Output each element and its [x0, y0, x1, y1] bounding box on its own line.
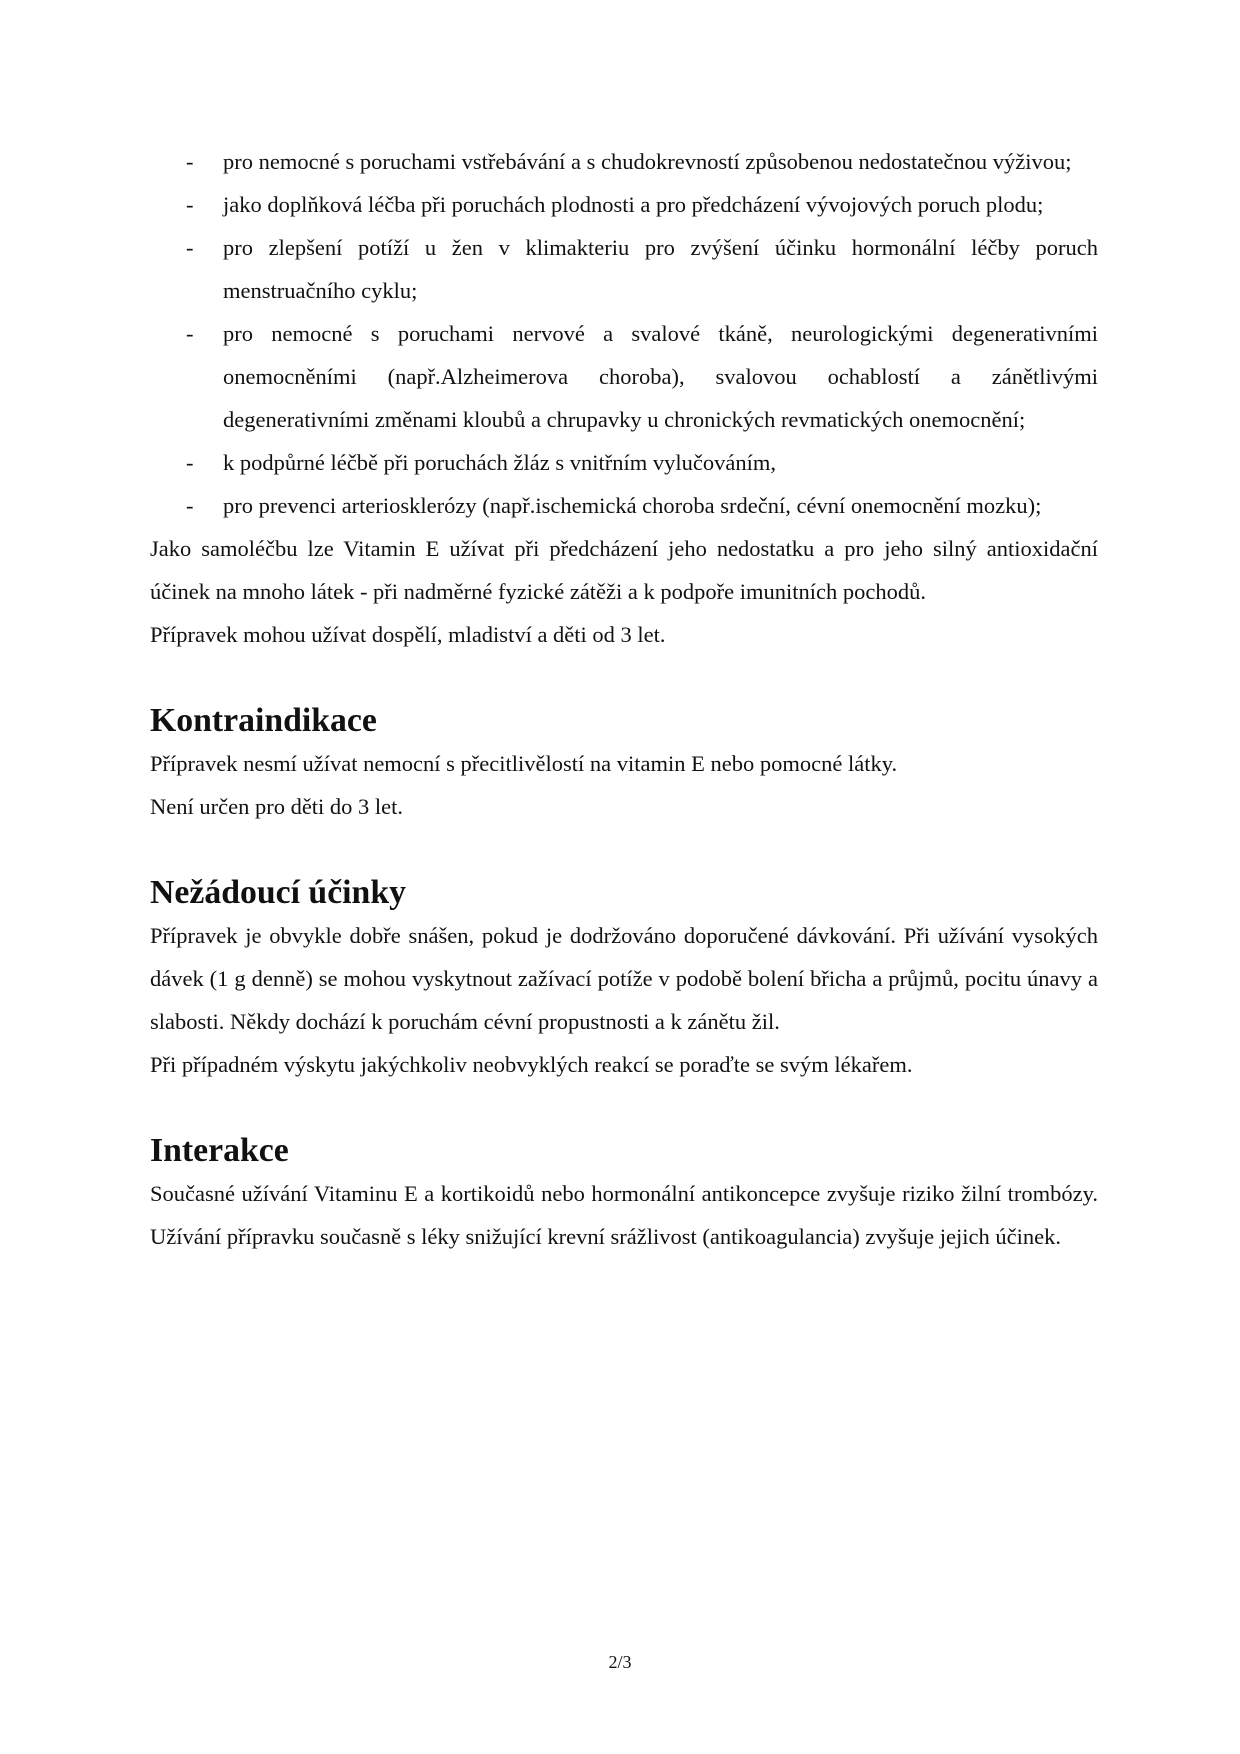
self-treatment-paragraph: Jako samoléčbu lze Vitamin E užívat při předcházení jeho nedostatku a pro jeho silný antioxidační účinek na mnoho látek - při nadměrné fyzické zátěži a k podpoře imunitních pochodů. [150, 536, 1098, 604]
list-item-text: jako doplňková léčba při poruchách plodnosti a pro předcházení vývojových poruch plodu; [223, 192, 1044, 217]
list-dash: - [186, 192, 194, 217]
list-item-text: pro nemocné s poruchami nervové a svalové tkáně, neurologickými degenerativními onemocněními (např.Alzheimerova choroba), svalovou ochablostí a zánětlivými degenerativními změnami kloubů a chrupavky u chronických revmatických onemocnění; [223, 321, 1098, 432]
list-item-text: pro zlepšení potíží u žen v klimakteriu pro zvýšení účinku hormonální léčby poruch menstruačního cyklu; [223, 235, 1098, 303]
list-dash: - [186, 149, 194, 174]
interactions-paragraph: Současné užívání Vitaminu E a kortikoidů nebo hormonální antikoncepce zvyšuje riziko žilní trombózy. Užívání přípravku současně s léky snižující krevní srážlivost (antikoagulancia) zvyšuje jejich účinek. [150, 1181, 1098, 1249]
interactions-heading: Interakce [150, 1132, 289, 1169]
contraindications-line: Není určen pro děti do 3 let. [150, 794, 404, 819]
list-dash: - [186, 450, 194, 475]
page-number: 2/3 [608, 1652, 632, 1672]
side-effects-paragraph: Přípravek je obvykle dobře snášen, pokud je dodržováno doporučené dávkování. Při užívání vysokých dávek (1 g denně) se mohou vyskytnout zažívací potíže v podobě bolení břicha a průjmů, pocitu únavy a slabosti. Někdy dochází k poruchám cévní propustnosti a k zánětu žil. [150, 923, 1098, 1034]
list-item [150, 312, 1098, 441]
list-item [150, 183, 1098, 226]
age-paragraph: Přípravek mohou užívat dospělí, mladiství a děti od 3 let. [150, 622, 666, 647]
list-item-text: pro nemocné s poruchami vstřebávání a s chudokrevností způsobenou nedostatečnou výživou; [223, 149, 1072, 174]
list-item [150, 441, 1098, 484]
side-effects-heading: Nežádoucí účinky [150, 874, 406, 911]
document-page [150, 140, 1098, 1258]
list-item-text: k podpůrné léčbě při poruchách žláz s vnitřním vylučováním, [223, 450, 776, 475]
list-item [150, 484, 1098, 527]
list-dash: - [186, 493, 194, 518]
list-item-text: pro prevenci arteriosklerózy (např.ischemická choroba srdeční, cévní onemocnění mozku); [223, 493, 1042, 518]
list-item [150, 226, 1098, 312]
list-dash: - [186, 321, 194, 346]
indication-list [150, 140, 1098, 527]
list-item [150, 140, 1098, 183]
contraindications-line: Přípravek nesmí užívat nemocní s přecitlivělostí na vitamin E nebo pomocné látky. [150, 751, 898, 776]
contraindications-heading: Kontraindikace [150, 702, 377, 739]
list-dash: - [186, 235, 194, 260]
side-effects-advice: Při případném výskytu jakýchkoliv neobvyklých reakcí se poraďte se svým lékařem. [150, 1052, 913, 1077]
